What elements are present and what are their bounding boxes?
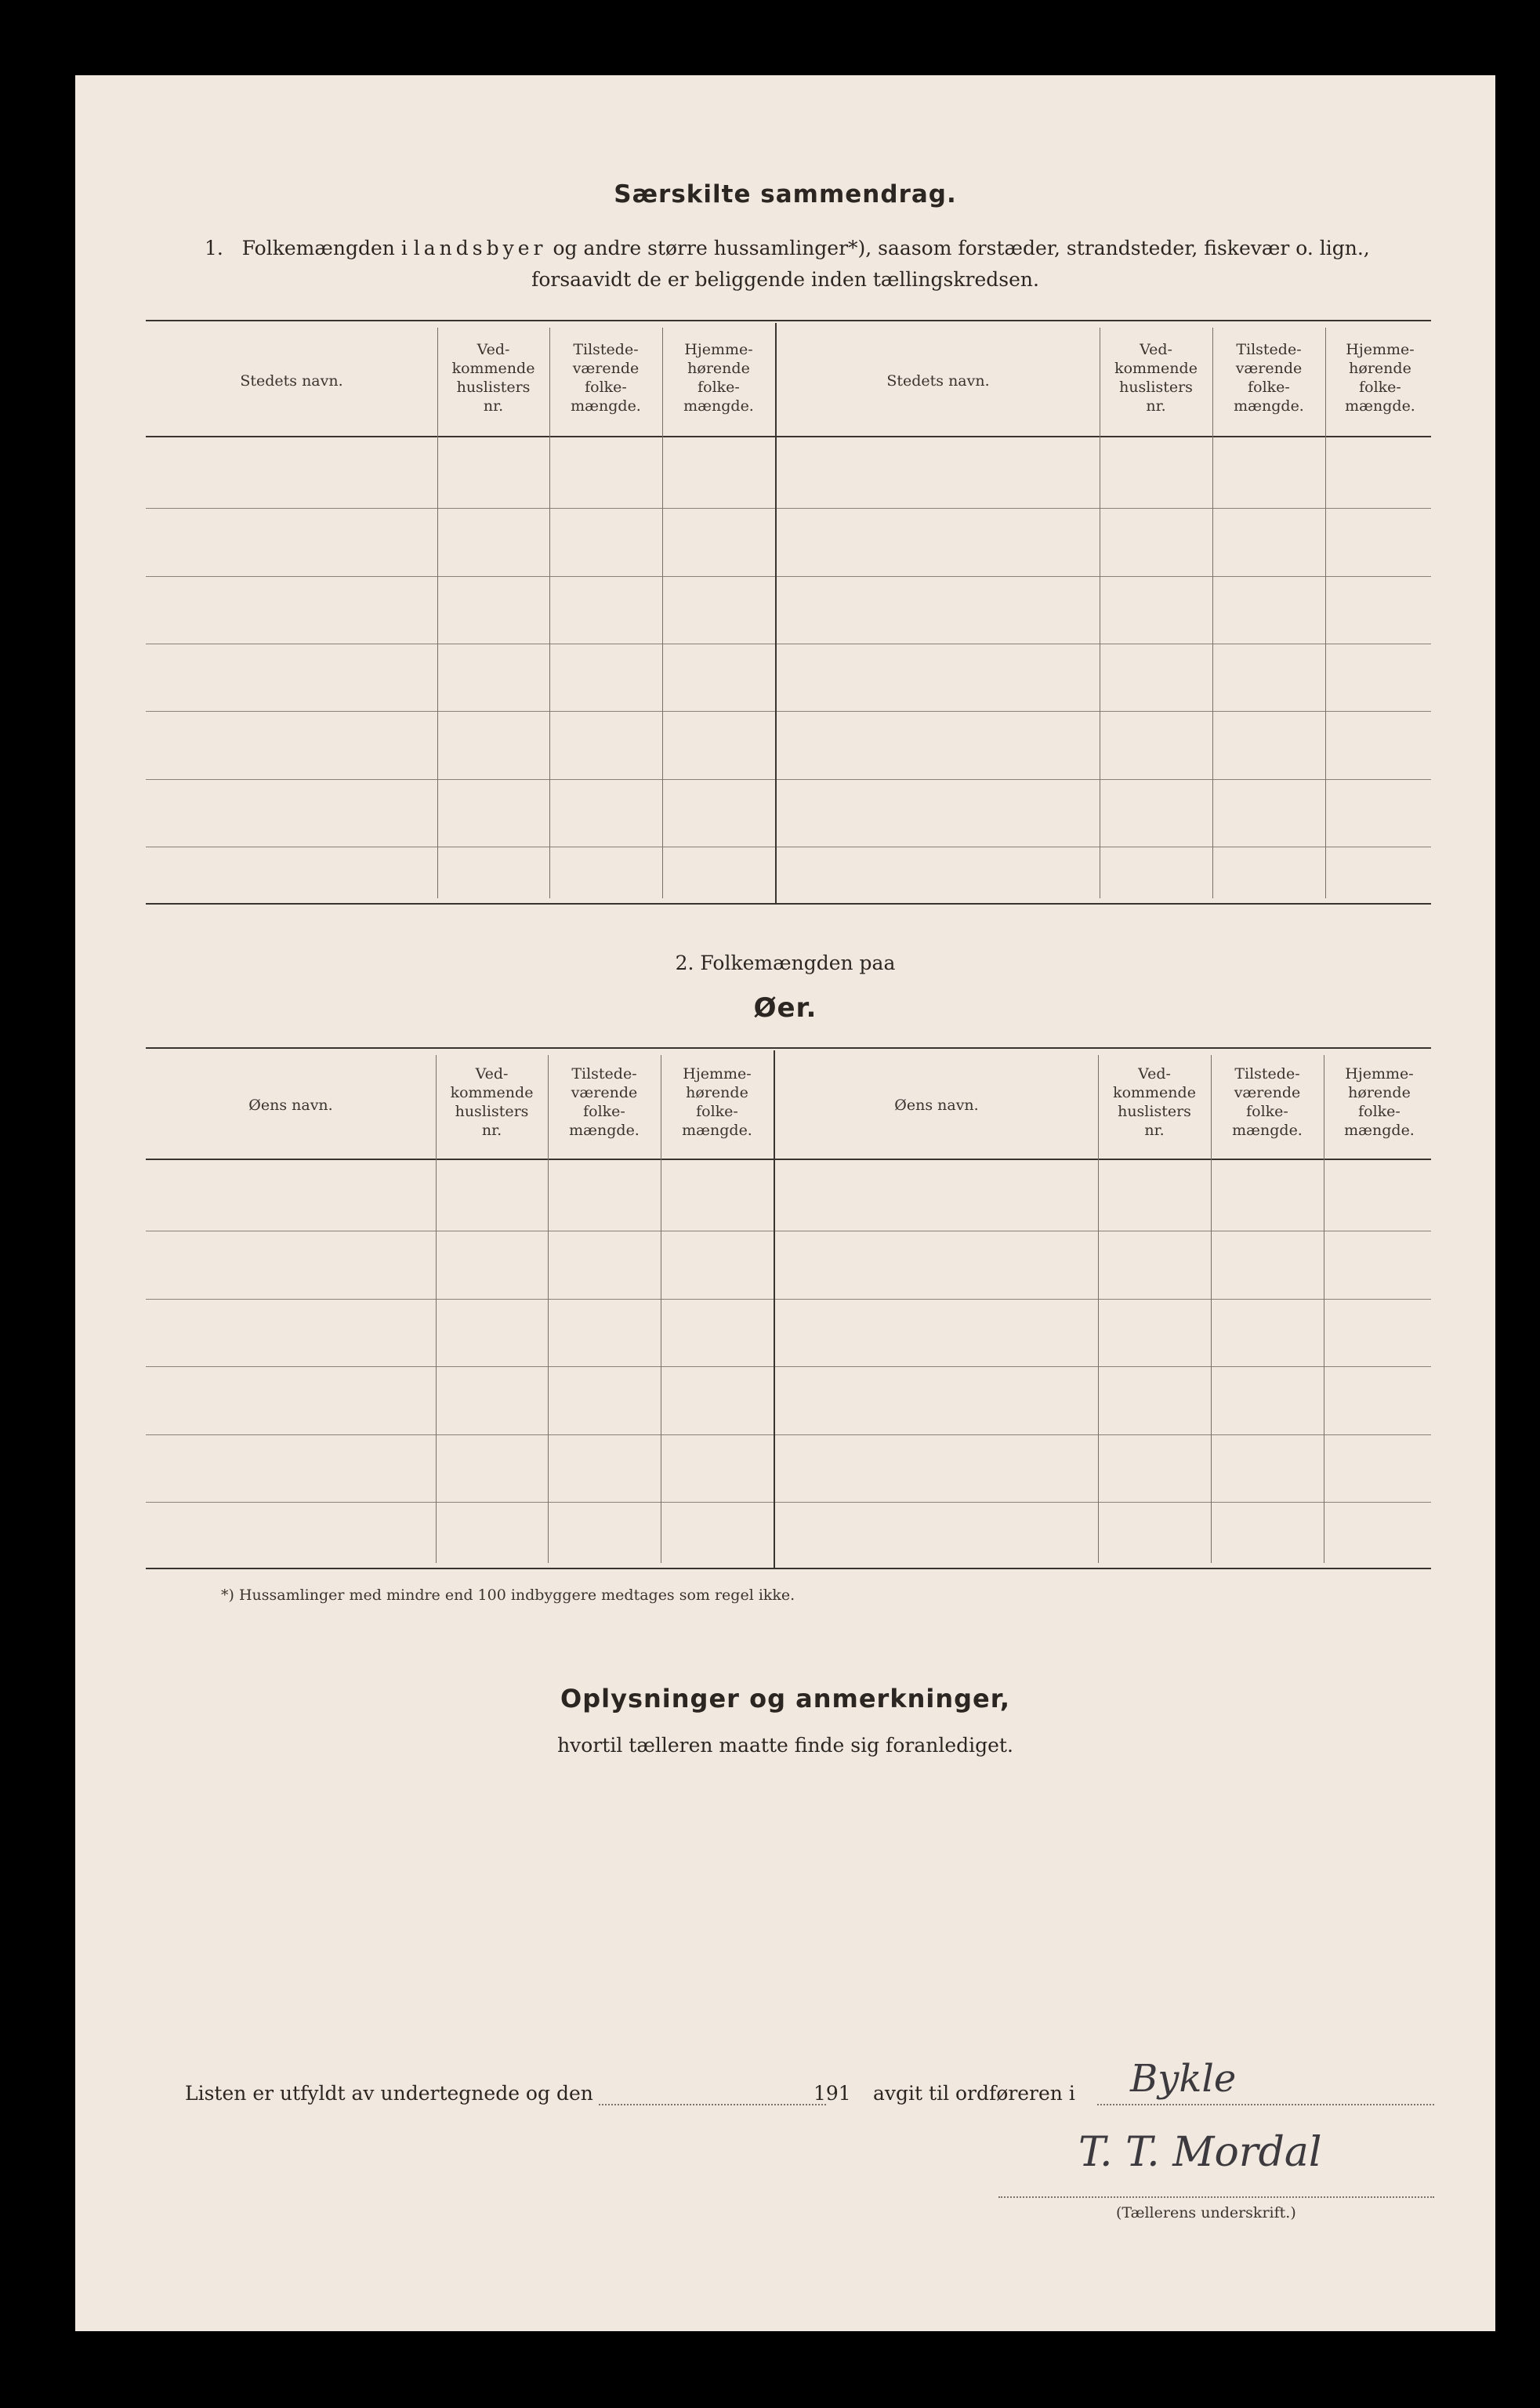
t2-header-present: Tilstede- værende folke- mængde. xyxy=(569,1065,640,1139)
footnote: *) Hussamlinger med mindre end 100 indbyggere medtages som regel ikke. xyxy=(221,1587,795,1604)
t1-header-present: Tilstede- værende folke- mængde. xyxy=(571,341,641,415)
table1-middle-rule xyxy=(775,323,777,903)
table1-top-rule xyxy=(146,320,1431,321)
table2-bottom-rule xyxy=(146,1568,1431,1569)
remarks-title: Oplysninger og anmerkninger, xyxy=(560,1684,1010,1714)
table2-row-rule xyxy=(146,1434,1431,1435)
table2-row-rule xyxy=(146,1299,1431,1300)
section1-number: 1. xyxy=(205,237,223,259)
table2-middle-rule xyxy=(774,1050,775,1568)
signature-middle: avgit til ordføreren i xyxy=(873,2082,1075,2105)
table2-header-rule xyxy=(146,1159,1431,1160)
table2-top-rule xyxy=(146,1047,1431,1049)
t1-header-name: Stedets navn. xyxy=(240,372,343,390)
t2-header-home: Hjemme- hørende folke- mængde. xyxy=(682,1065,752,1139)
signature-handwritten: T. T. Mordal xyxy=(1078,2129,1322,2176)
t1-header-lists-right: Ved- kommende huslisters nr. xyxy=(1114,341,1198,415)
table1-row-rule xyxy=(146,508,1431,509)
municipality-field[interactable] xyxy=(1097,2104,1434,2105)
t1-header-home: Hjemme- hørende folke- mængde. xyxy=(683,341,754,415)
t1-header-lists: Ved- kommende huslisters nr. xyxy=(451,341,535,415)
t2-header-lists: Ved- kommende huslisters nr. xyxy=(450,1065,534,1139)
table1-row-rule xyxy=(146,576,1431,577)
table1-header-rule xyxy=(146,436,1431,437)
section2-heading: 2. Folkemængden paa xyxy=(675,952,896,974)
section2-subtitle: Øer. xyxy=(753,992,817,1024)
t2-header-name: Øens navn. xyxy=(248,1097,333,1114)
section1-intro-b: og andre større hussamlinger*), saasom forstæder, strandsteder, fiskevær o. lign., xyxy=(553,237,1370,259)
t2-header-name-right: Øens navn. xyxy=(894,1097,979,1114)
table2-row-rule xyxy=(146,1502,1431,1503)
signature-field[interactable] xyxy=(998,2196,1434,2198)
municipality-handwritten: Bykle xyxy=(1130,2057,1237,2101)
table1-row-rule xyxy=(146,779,1431,780)
signature-caption: (Tællerens underskrift.) xyxy=(1116,2204,1296,2221)
census-form-page xyxy=(75,75,1495,2331)
table1-row-rule xyxy=(146,711,1431,712)
signature-prefix: Listen er utfyldt av undertegnede og den xyxy=(185,2082,593,2105)
section1-intro xyxy=(205,237,1370,259)
table2-row-rule xyxy=(146,1366,1431,1367)
date-field[interactable] xyxy=(599,2104,826,2105)
t1-header-name-right: Stedets navn. xyxy=(886,372,990,390)
table1-bottom-rule xyxy=(146,903,1431,905)
t1-header-present-right: Tilstede- værende folke- mængde. xyxy=(1234,341,1304,415)
t1-header-home-right: Hjemme- hørende folke- mængde. xyxy=(1345,341,1415,415)
t2-header-home-right: Hjemme- hørende folke- mængde. xyxy=(1344,1065,1415,1139)
section1-intro-line2: forsaavidt de er beliggende inden tællingskredsen. xyxy=(531,268,1039,291)
page-title: Særskilte sammendrag. xyxy=(614,180,957,209)
remarks-subtitle: hvortil tælleren maatte finde sig foranlediget. xyxy=(557,1734,1013,1757)
t2-header-present-right: Tilstede- værende folke- mængde. xyxy=(1232,1065,1303,1139)
section1-intro-a: Folkemængden i xyxy=(241,237,408,259)
t2-header-lists-right: Ved- kommende huslisters nr. xyxy=(1113,1065,1196,1139)
year-prefix: 191 xyxy=(813,2082,851,2105)
section1-intro-spaced: landsbyer xyxy=(413,237,547,259)
